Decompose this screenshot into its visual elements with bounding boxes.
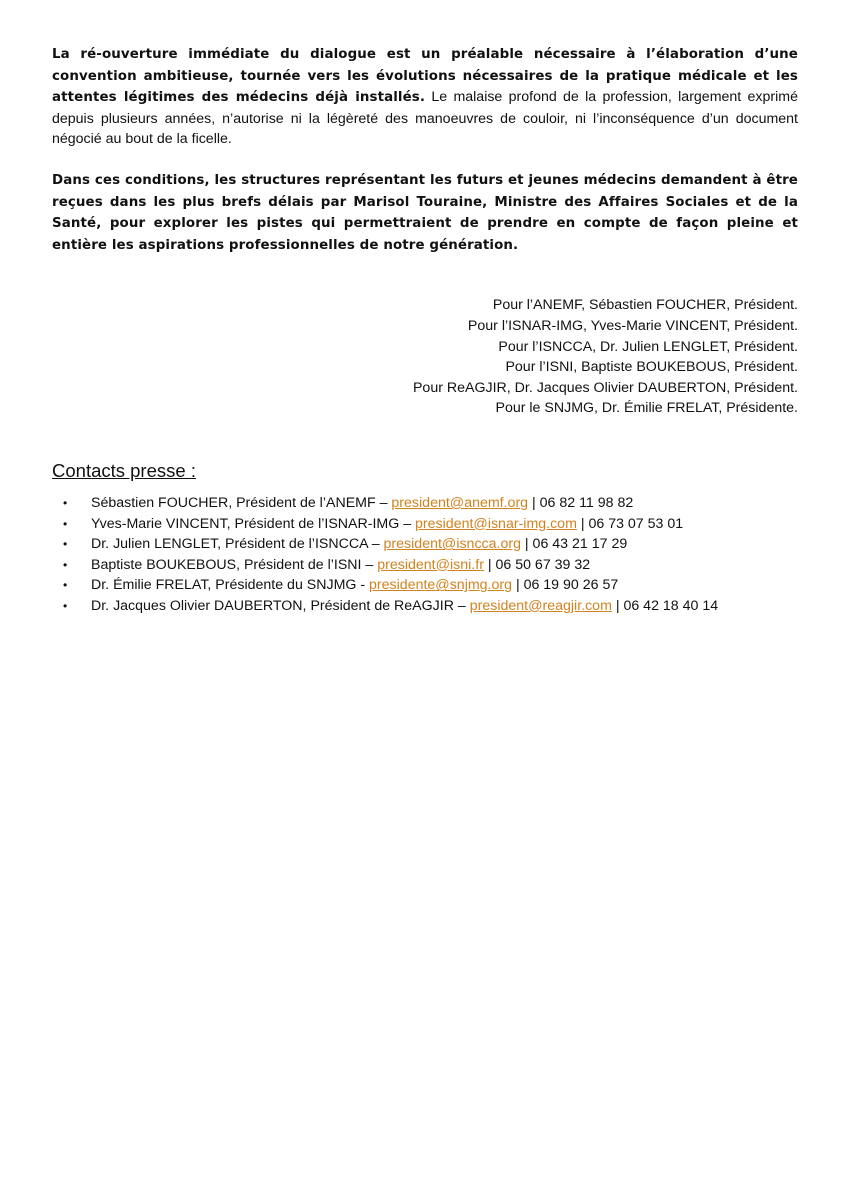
signature-anemf: Pour l’ANEMF, Sébastien FOUCHER, Président. [492, 297, 798, 314]
signature-reagjir: Pour ReAGJIR, Dr. Jacques Olivier DAUBERTON, Président. [412, 379, 798, 396]
paragraph-dialogue-normal: Le malaise profond de la profession, largement exprimé depuis plusieurs années, n’autorise ni la légèreté des manoeuvres de couloir, ni l’inconséquence d’un document négocié au bout de la ficelle. [52, 89, 799, 148]
contact-item [52, 493, 798, 514]
signature-block [52, 295, 798, 419]
contact-email-link[interactable]: president@reagjir.com [469, 597, 612, 614]
bullet-icon: • [63, 495, 68, 510]
paragraph-conditions [52, 170, 798, 256]
contacts-title: Contacts presse : [52, 459, 196, 481]
contact-email-link[interactable]: president@isni.fr [377, 556, 484, 573]
paragraph-conditions-bold: Dans ces conditions, les structures représentant les futurs et jeunes médecins demandent à être reçues dans les plus brefs délais par Marisol Touraine, Ministre des Affaires Sociales et de la Santé, pour explorer les pistes qui permettraient de prendre en compte de façon pleine et entière les aspirations professionnelles de notre génération. [52, 172, 798, 253]
contact-email-link[interactable]: president@anemf.org [391, 494, 529, 511]
contact-email-link[interactable]: presidente@snjmg.org [369, 577, 512, 594]
contact-phone: | 06 82 11 98 82 [528, 494, 634, 511]
contact-name: Dr. Julien LENGLET, Président de l’ISNCCA – [91, 536, 384, 553]
contacts-list [52, 493, 798, 617]
contact-phone: | 06 73 07 53 01 [576, 515, 684, 532]
contact-phone: | 06 43 21 17 29 [520, 536, 628, 553]
contact-item [52, 555, 798, 576]
contact-name: Dr. Émilie FRELAT, Présidente du SNJMG - [91, 577, 370, 594]
contact-item [52, 596, 798, 617]
document-page [52, 44, 798, 616]
bullet-icon: • [63, 516, 68, 531]
signature-isncca: Pour l’ISNCCA, Dr. Julien LENGLET, Président. [498, 338, 798, 355]
bullet-icon: • [63, 557, 68, 572]
contact-item [52, 575, 798, 596]
bullet-icon: • [63, 537, 68, 552]
contact-email-link[interactable]: president@isncca.org [383, 536, 521, 553]
bullet-icon: • [63, 578, 68, 593]
contact-item [52, 514, 798, 535]
signature-isnar-img: Pour l’ISNAR-IMG, Yves-Marie VINCENT, Président. [467, 317, 798, 334]
bullet-icon: • [63, 598, 68, 613]
paragraph-dialogue-bold: La ré-ouverture immédiate du dialogue est un préalable nécessaire à l’élaboration d’une convention ambitieuse, tournée vers les évolutions nécessaires de la pratique médicale et les attentes légitimes des médecins déjà installés. [52, 47, 798, 106]
contact-item [52, 534, 798, 555]
contact-name: Dr. Jacques Olivier DAUBERTON, Président de ReAGJIR – [91, 597, 470, 614]
paragraph-dialogue [52, 44, 798, 150]
contact-phone: | 06 50 67 39 32 [483, 556, 591, 573]
contact-name: Sébastien FOUCHER, Président de l’ANEMF – [91, 494, 392, 511]
contact-name: Yves-Marie VINCENT, Président de l’ISNAR-IMG – [91, 515, 416, 532]
contact-phone: | 06 42 18 40 14 [611, 597, 719, 614]
contact-email-link[interactable]: president@isnar-img.com [415, 515, 577, 532]
signature-snjmg: Pour le SNJMG, Dr. Émilie FRELAT, Présidente. [495, 400, 798, 417]
contact-name: Baptiste BOUKEBOUS, Président de l’ISNI – [91, 556, 378, 573]
contact-phone: | 06 19 90 26 57 [512, 577, 619, 594]
signature-isni: Pour l’ISNI, Baptiste BOUKEBOUS, Président. [505, 359, 798, 376]
